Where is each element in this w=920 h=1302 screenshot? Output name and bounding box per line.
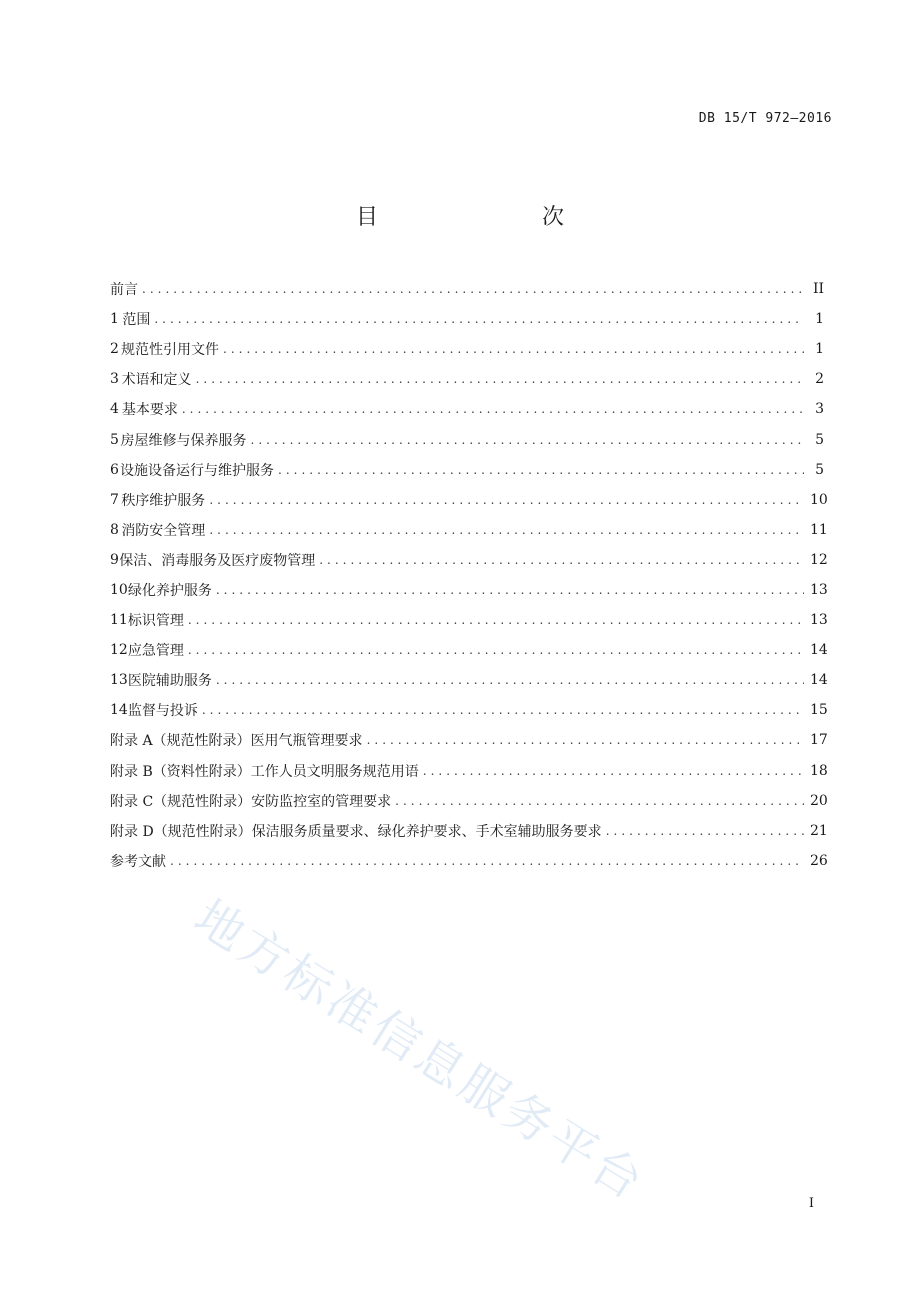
- leader-dots: [196, 372, 804, 386]
- toc-entry-title: 基本要求: [121, 402, 178, 419]
- toc-entry-title: 应急管理: [127, 643, 184, 660]
- toc-entry-title: 保洁、消毒服务及医疗废物管理: [119, 552, 316, 569]
- toc-entry-page: 26: [810, 852, 828, 869]
- toc-entry-title: 安防监控室的管理要求: [251, 793, 392, 810]
- toc-entry-page: 18: [810, 762, 828, 779]
- toc-entry-page: 17: [810, 732, 828, 749]
- toc-entry-page: 3: [815, 401, 824, 418]
- toc-entry-9[interactable]: [110, 545, 828, 575]
- page-number: I: [808, 1196, 814, 1211]
- toc-entry-page: 1: [815, 311, 824, 328]
- leader-dots: [188, 643, 804, 657]
- toc-entry-annex-d[interactable]: [110, 816, 828, 846]
- toc-entry-title: 术语和定义: [121, 372, 192, 389]
- leader-dots: [223, 342, 804, 356]
- toc-entry-4[interactable]: [110, 394, 824, 424]
- toc-entry-14[interactable]: [110, 695, 828, 725]
- toc-entry-page: II: [812, 281, 824, 298]
- toc-entry-annex-b[interactable]: [110, 756, 828, 786]
- toc-entry-title: 消防安全管理: [121, 522, 206, 539]
- toc-entry-13[interactable]: [110, 665, 828, 695]
- leader-dots: [216, 583, 804, 597]
- toc-entry-number: 10: [110, 581, 128, 598]
- toc-entry-bibliography[interactable]: [110, 846, 828, 876]
- leader-dots: [278, 463, 804, 477]
- toc-entry-8[interactable]: [110, 515, 828, 545]
- toc-entry-page: 11: [810, 521, 828, 538]
- toc-entry-number: 14: [110, 702, 128, 719]
- toc-entry-page: 20: [810, 792, 828, 809]
- toc-entry-title: 范围: [122, 312, 151, 329]
- toc-entry-annex-a[interactable]: [110, 725, 828, 755]
- toc-entry-page: 5: [815, 431, 824, 448]
- toc-entry-title: 绿化养护服务: [127, 582, 212, 599]
- leader-dots: [216, 673, 804, 687]
- toc-entry-title: 保洁服务质量要求、绿化养护要求、手术室辅助服务要求: [251, 823, 602, 840]
- toc-entry-number: 4: [110, 401, 119, 418]
- toc-entry-page: 21: [810, 822, 828, 839]
- leader-dots: [202, 703, 804, 717]
- toc-entry-page: 1: [815, 341, 824, 358]
- toc-entry-number: 附录 C（规范性附录）: [110, 793, 252, 810]
- toc-entry-5[interactable]: [110, 424, 824, 454]
- toc-entry-title: 标识管理: [127, 613, 184, 630]
- toc-entry-title: 医用气瓶管理要求: [250, 733, 363, 750]
- toc-entry-11[interactable]: [110, 605, 828, 635]
- leader-dots: [423, 764, 804, 778]
- toc-entry-page: 14: [810, 672, 828, 689]
- leader-dots: [319, 553, 804, 567]
- toc-entry-number: 附录 A（规范性附录）: [110, 733, 251, 750]
- leader-dots: [170, 854, 804, 868]
- toc-entry-1[interactable]: [110, 304, 824, 334]
- toc-entry-page: 15: [810, 702, 828, 719]
- table-of-contents: [110, 274, 828, 876]
- toc-entry-page: 13: [810, 581, 828, 598]
- page-title: 目 次: [355, 205, 604, 230]
- toc-entry-number: 9: [110, 551, 119, 568]
- toc-entry-number: 13: [110, 672, 128, 689]
- leader-dots: [367, 733, 804, 747]
- toc-entry-title: 监督与投诉: [127, 703, 198, 720]
- leader-dots: [251, 433, 804, 447]
- toc-entry-10[interactable]: [110, 575, 828, 605]
- leader-dots: [209, 493, 804, 507]
- toc-entry-annex-c[interactable]: [110, 786, 828, 816]
- toc-entry-number: 8: [110, 521, 119, 538]
- toc-entry-page: 12: [810, 551, 828, 568]
- toc-entry-number: 6: [110, 461, 119, 478]
- toc-entry-page: 5: [815, 461, 824, 478]
- toc-entry-page: 2: [815, 371, 824, 388]
- toc-entry-number: 附录 B（资料性附录）: [110, 763, 251, 780]
- watermark: 地方标准信息服务平台: [184, 889, 656, 1213]
- leader-dots: [209, 523, 804, 537]
- toc-entry-title: 医院辅助服务: [127, 673, 212, 690]
- toc-entry-number: 附录 D（规范性附录）: [110, 823, 252, 840]
- toc-entry-title: 秩序维护服务: [121, 492, 206, 509]
- toc-entry-title: 规范性引用文件: [121, 342, 220, 359]
- toc-entry-6[interactable]: [110, 455, 824, 485]
- toc-entry-page: 13: [810, 612, 828, 629]
- toc-entry-12[interactable]: [110, 635, 828, 665]
- toc-entry-number: 3: [110, 371, 119, 388]
- toc-entry-number: 11: [110, 612, 128, 629]
- toc-entry-number: 12: [110, 642, 128, 659]
- leader-dots: [188, 613, 804, 627]
- toc-entry-title: 工作人员文明服务规范用语: [250, 763, 419, 780]
- leader-dots: [182, 402, 804, 416]
- leader-dots: [142, 282, 804, 296]
- toc-entry-2[interactable]: [110, 334, 824, 364]
- leader-dots: [154, 312, 804, 326]
- toc-entry-page: 14: [810, 642, 828, 659]
- leader-dots: [606, 824, 804, 838]
- toc-entry-title: 参考文献: [110, 853, 166, 870]
- leader-dots: [395, 794, 804, 808]
- toc-entry-7[interactable]: [110, 485, 828, 515]
- toc-entry-title: 设施设备运行与维护服务: [120, 462, 274, 479]
- toc-entry-title: 房屋维修与保养服务: [120, 432, 247, 449]
- toc-entry-number: 5: [110, 431, 119, 448]
- standard-code: DB 15/T 972—2016: [698, 111, 832, 126]
- toc-entry-page: 10: [810, 491, 828, 508]
- toc-entry-number: 1: [110, 311, 119, 328]
- toc-entry-number: 7: [110, 491, 119, 508]
- toc-entry-foreword[interactable]: [110, 274, 824, 304]
- toc-entry-number: 2: [110, 341, 119, 358]
- toc-entry-3[interactable]: [110, 364, 824, 394]
- toc-entry-title: 前言: [110, 282, 138, 299]
